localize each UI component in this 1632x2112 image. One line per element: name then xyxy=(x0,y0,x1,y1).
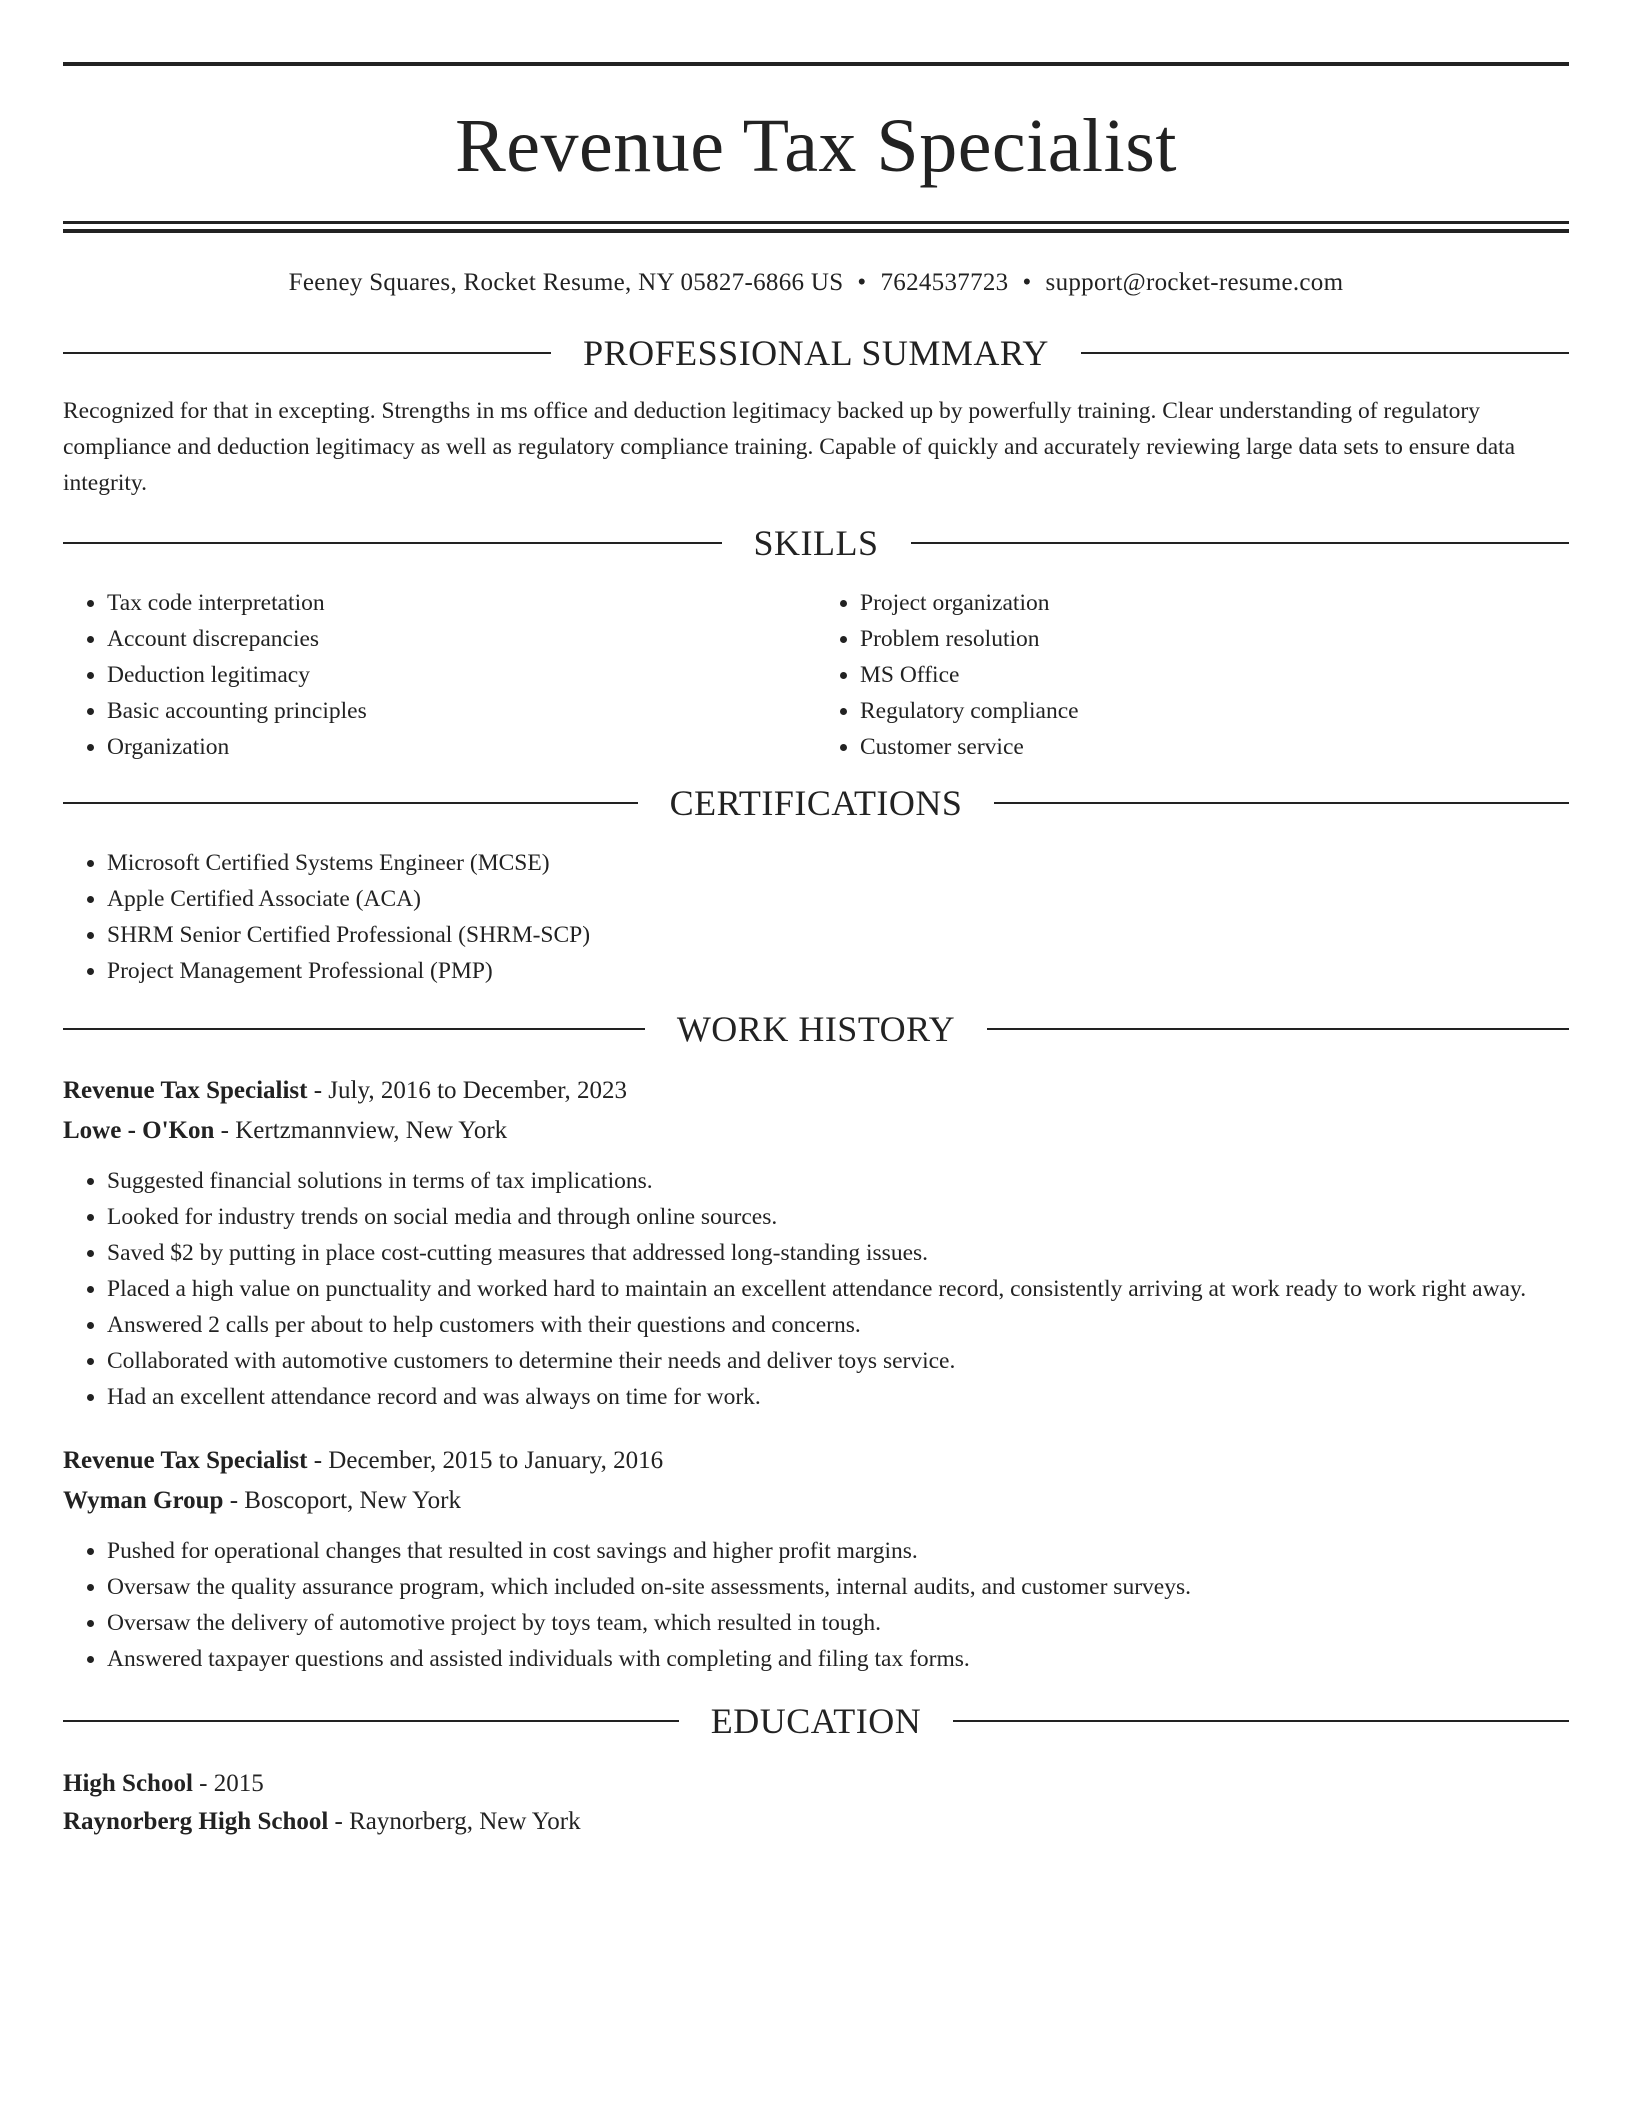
skill-item: • Project organization xyxy=(860,585,1569,621)
skill-item: • Basic accounting principles xyxy=(107,693,816,729)
job-bullet: • Answered 2 calls per about to help customers with their questions and concerns. xyxy=(107,1307,1569,1343)
job-bullets xyxy=(63,1533,1569,1677)
job-company-line xyxy=(63,1111,1569,1151)
job-company: Wyman Group xyxy=(63,1487,224,1514)
contact-separator: • xyxy=(857,269,867,296)
education-degree-line xyxy=(63,1765,1569,1803)
job-location: - Kertzmannview, New York xyxy=(214,1117,508,1144)
education-school-line xyxy=(63,1803,1569,1841)
skills-column-left xyxy=(63,585,816,765)
skill-item: • Problem resolution xyxy=(860,621,1569,657)
summary-text: Recognized for that in excepting. Strengths in ms office and deduction legitimacy backed up by powerfully training. Clear understanding of regulatory compliance and deduction legitimacy as well as regulatory compliance training. Capable of quickly and accurately reviewing large data sets to ensure data integrity. xyxy=(63,398,1516,496)
job-dates: - December, 2015 to January, 2016 xyxy=(307,1447,664,1474)
contact-email: support@rocket-resume.com xyxy=(1045,269,1344,296)
section-rule xyxy=(63,802,638,804)
section-rule xyxy=(953,1720,1569,1722)
job-entry xyxy=(63,1441,1569,1677)
contact-separator: • xyxy=(1022,269,1032,296)
skill-item: • Tax code interpretation xyxy=(107,585,816,621)
skill-item: • Customer service xyxy=(860,729,1569,765)
resume-name: Revenue Tax Specialist xyxy=(455,104,1177,188)
education-degree: High School xyxy=(63,1770,193,1797)
section-header-work-history xyxy=(63,1007,1569,1051)
contact-line xyxy=(63,267,1569,299)
job-bullet: • Oversaw the delivery of automotive project by toys team, which resulted in tough. xyxy=(107,1605,1569,1641)
contact-phone: 7624537723 xyxy=(880,269,1009,296)
section-title: CERTIFICATIONS xyxy=(669,783,963,823)
section-rule xyxy=(987,1028,1569,1030)
job-bullet: • Saved $2 by putting in place cost-cutting measures that addressed long-standing issues. xyxy=(107,1235,1569,1271)
section-header-summary xyxy=(63,331,1569,375)
skill-item: • MS Office xyxy=(860,657,1569,693)
job-title: Revenue Tax Specialist xyxy=(63,1077,308,1104)
job-bullet: • Oversaw the quality assurance program, which included on-site assessments, internal audits, and customer surveys. xyxy=(107,1569,1569,1605)
top-rule xyxy=(63,62,1569,66)
job-bullet: • Looked for industry trends on social media and through online sources. xyxy=(107,1199,1569,1235)
name-rule-upper xyxy=(63,221,1569,224)
section-rule xyxy=(63,1720,679,1722)
skills-column-right xyxy=(816,585,1569,765)
education-entry xyxy=(63,1765,1569,1841)
education-location: - Raynorberg, New York xyxy=(328,1808,581,1835)
skills-list xyxy=(63,585,1569,765)
section-header-education xyxy=(63,1699,1569,1743)
certifications-list xyxy=(63,845,1569,989)
section-title: SKILLS xyxy=(753,523,879,563)
job-bullets xyxy=(63,1163,1569,1415)
job-dates: - July, 2016 to December, 2023 xyxy=(307,1077,628,1104)
skill-item: • Organization xyxy=(107,729,816,765)
contact-address: Feeney Squares, Rocket Resume, NY 05827-6866 US xyxy=(288,269,844,296)
skill-item: • Regulatory compliance xyxy=(860,693,1569,729)
job-entry xyxy=(63,1071,1569,1415)
job-company-line xyxy=(63,1481,1569,1521)
job-bullet: • Answered taxpayer questions and assisted individuals with completing and filing tax forms. xyxy=(107,1641,1569,1677)
skill-item: • Deduction legitimacy xyxy=(107,657,816,693)
section-title: WORK HISTORY xyxy=(676,1009,956,1049)
section-title: EDUCATION xyxy=(710,1701,922,1741)
education-year: - 2015 xyxy=(192,1770,264,1797)
section-rule xyxy=(63,542,722,544)
job-company: Lowe - O'Kon xyxy=(63,1117,215,1144)
section-rule xyxy=(994,802,1569,804)
job-location: - Boscoport, New York xyxy=(223,1487,461,1514)
job-bullet: • Collaborated with automotive customers to determine their needs and deliver toys service. xyxy=(107,1343,1569,1379)
education-school: Raynorberg High School xyxy=(63,1808,329,1835)
section-rule xyxy=(63,1028,645,1030)
job-bullet: • Placed a high value on punctuality and worked hard to maintain an excellent attendance record, consistently arriving at work ready to work right away. xyxy=(107,1271,1569,1307)
job-bullet: • Suggested financial solutions in terms of tax implications. xyxy=(107,1163,1569,1199)
job-bullet: • Pushed for operational changes that resulted in cost savings and higher profit margins. xyxy=(107,1533,1569,1569)
name-rule-lower xyxy=(63,229,1569,233)
section-rule xyxy=(63,352,551,354)
section-header-certifications xyxy=(63,781,1569,825)
job-bullet: • Had an excellent attendance record and was always on time for work. xyxy=(107,1379,1569,1415)
certification-item: • SHRM Senior Certified Professional (SHRM-SCP) xyxy=(107,917,1569,953)
job-title-line xyxy=(63,1071,1569,1111)
certification-item: • Microsoft Certified Systems Engineer (MCSE) xyxy=(107,845,1569,881)
section-rule xyxy=(1081,352,1569,354)
job-title: Revenue Tax Specialist xyxy=(63,1447,308,1474)
section-header-skills xyxy=(63,521,1569,565)
job-title-line xyxy=(63,1441,1569,1481)
section-title: PROFESSIONAL SUMMARY xyxy=(583,333,1049,373)
certification-item: • Project Management Professional (PMP) xyxy=(107,953,1569,989)
skill-item: • Account discrepancies xyxy=(107,621,816,657)
certification-item: • Apple Certified Associate (ACA) xyxy=(107,881,1569,917)
section-rule xyxy=(911,542,1570,544)
